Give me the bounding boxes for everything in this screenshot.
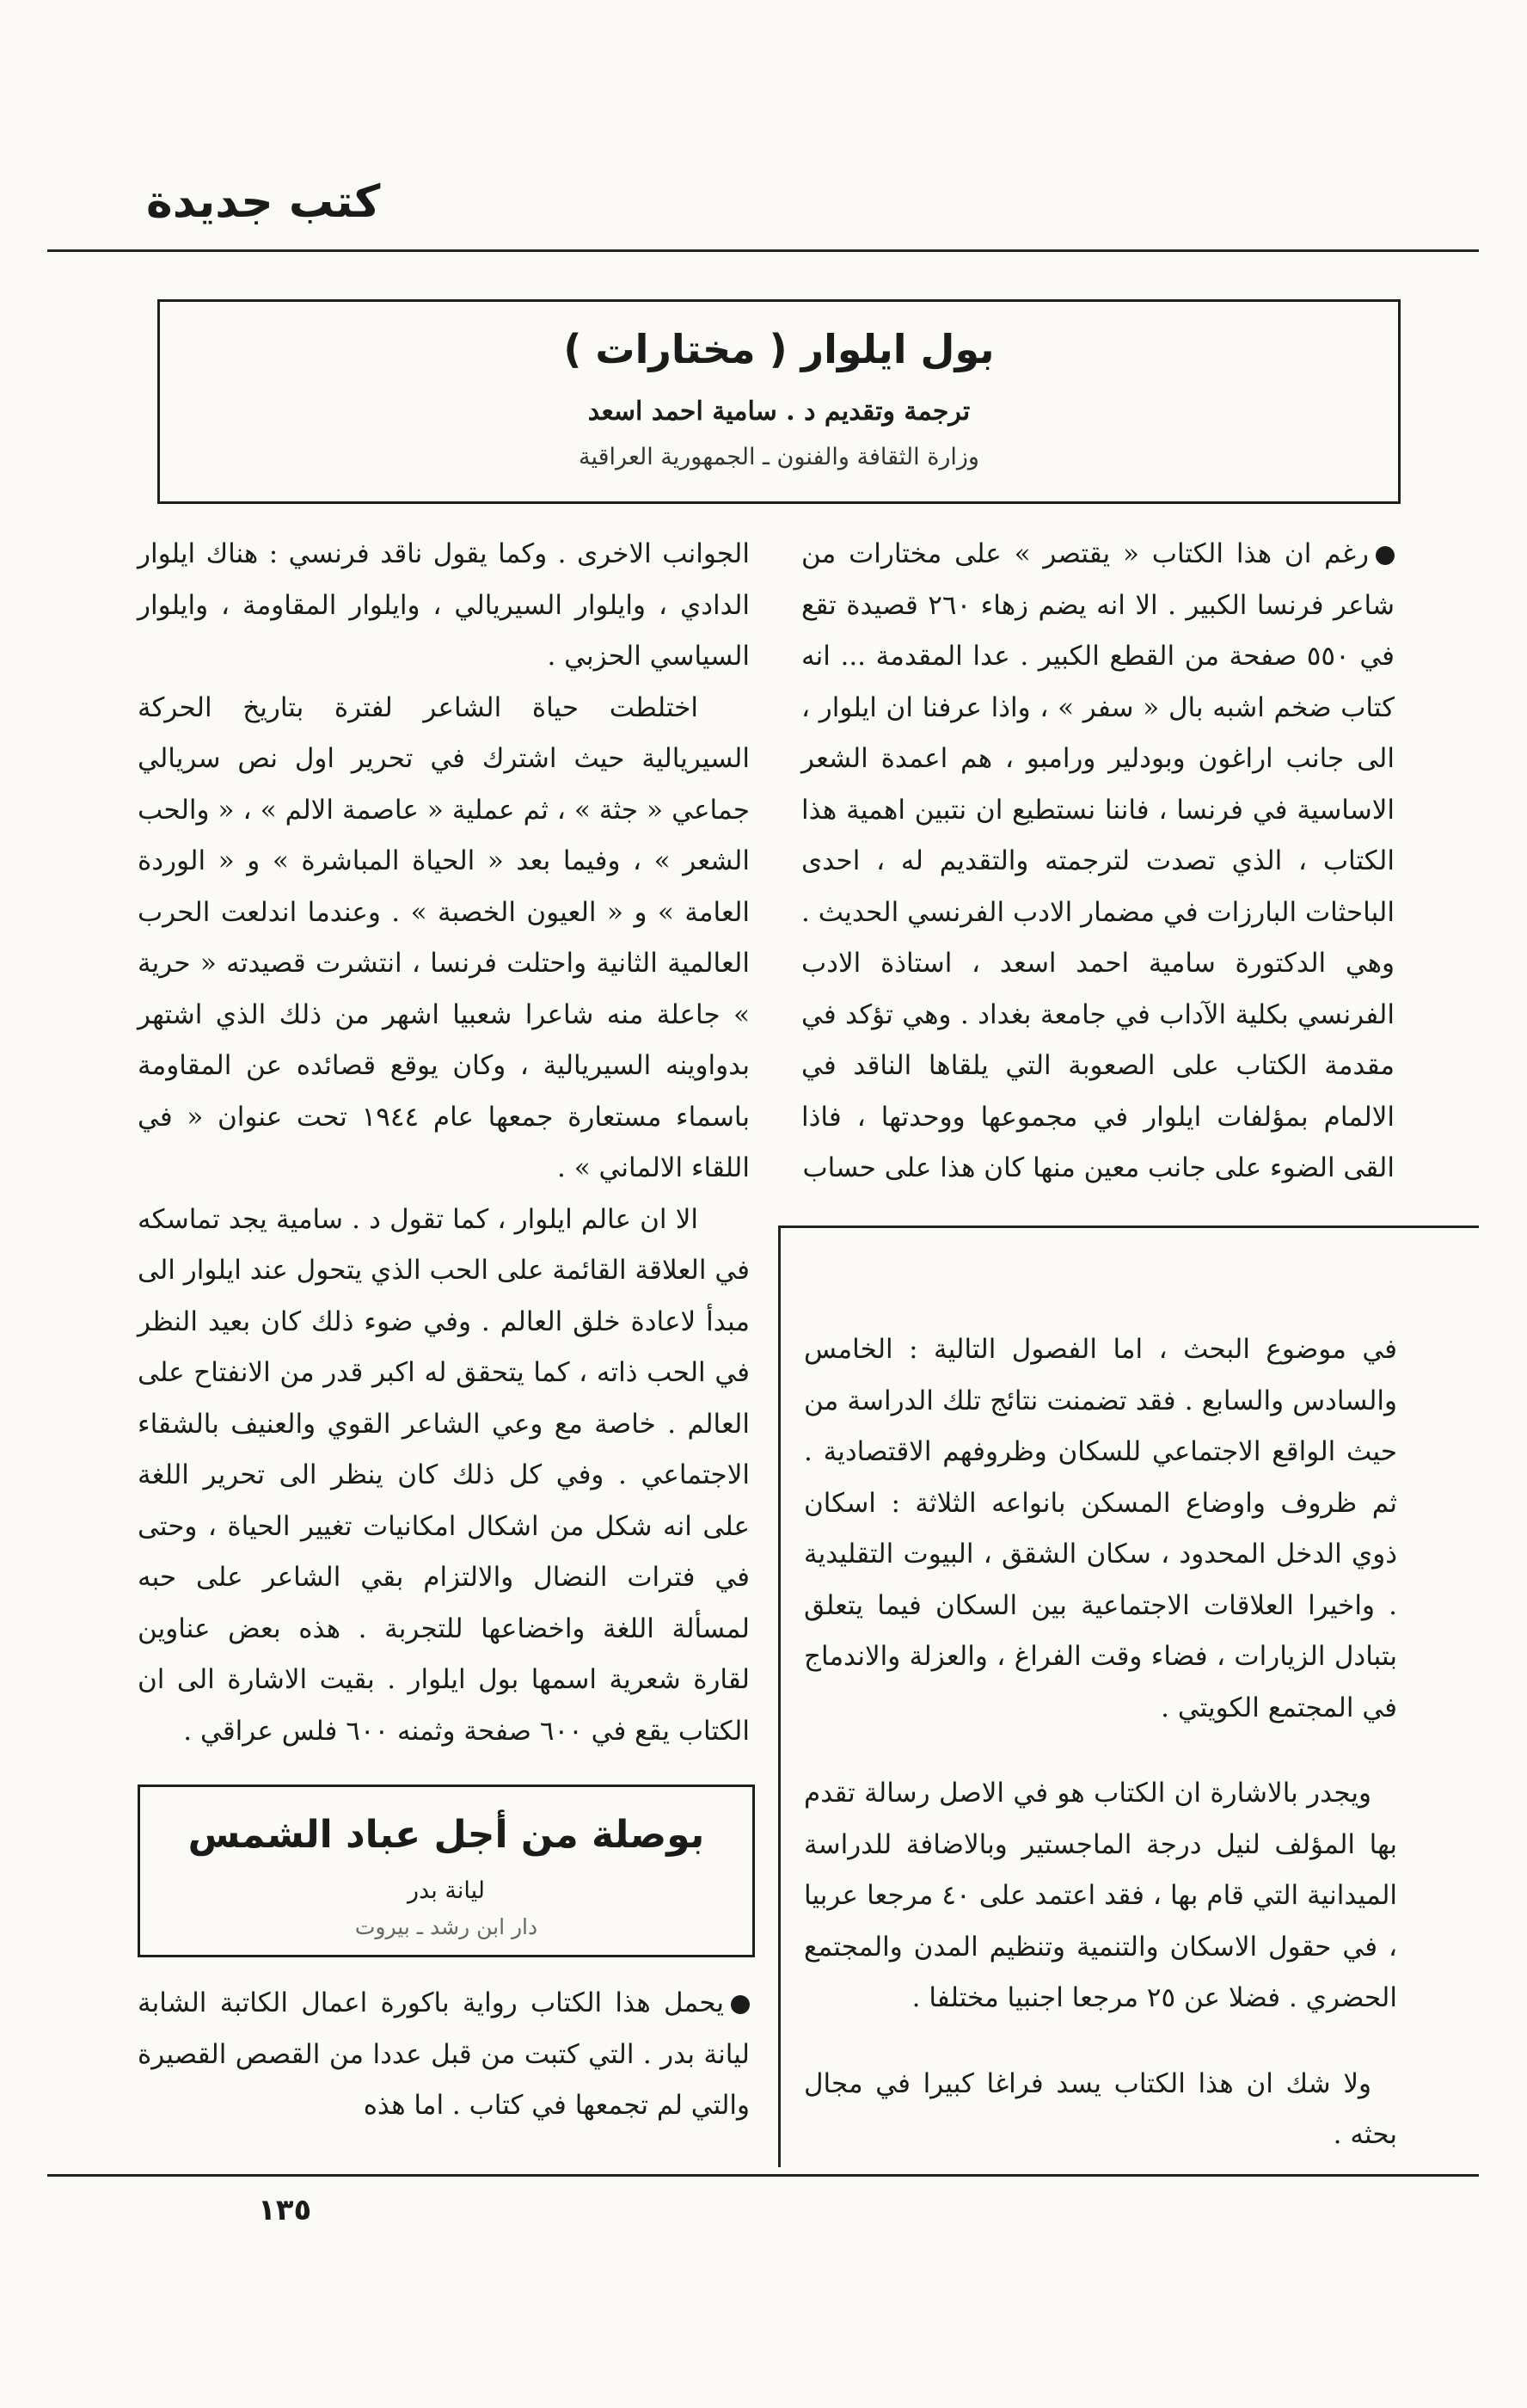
book2-title-box (138, 1784, 755, 1957)
book2-title: بوصلة من أجل عباد الشمس (187, 1813, 705, 1857)
book1-title: بول ايلوار ( مختارات ) (563, 326, 995, 372)
book1-left-paragraph: الا ان عالم ايلوار ، كما تقول د . سامية يجد تماسكه في العلاقة القائمة على الحب الذي يتحول عند ايلوار الى مبدأ لاعادة خلق العالم . وفي ضوء ذلك كان بعيد النظر في الحب ذاته ، كما يتحقق له اكبر قدر من الانفتاح على العالم . خاصة مع وعي الشاعر القوي والعنيف بالشقاء الاجتماعي . وفي كل ذلك كان ينظر الى تحرير اللغة على انه شكل من اشكال امكانيات تغيير الحياة ، وحتى في فترات النضال والالتزام بقي الشاعر على حبه لمسألة اللغة واخضاعها للتجربة . هذه بعض عناوين لقارة شعرية اسمها بول ايلوار . بقيت الاشارة الى ان الكتاب يقع في ٦٠٠ صفحة وثمنه ٦٠٠ فلس عراقي . (137, 1203, 750, 1747)
book3-paragraph: ويجدر بالاشارة ان الكتاب هو في الاصل رسالة تقدم بها المؤلف لنيل درجة الماجستير وبالاضافة للدراسة الميدانية التي قام بها ، فقد اعتمد على ٤٠ مرجعا عربيا ، في حقول الاسكان والتنمية وتنظيم المدن والمجتمع الحضري . فضلا عن ٢٥ مرجعا اجنبيا مختلفا . (804, 1778, 1398, 2013)
book3-paragraph: في موضوع البحث ، اما الفصول التالية : الخامس والسادس والسابع . فقد تضمنت نتائج تلك الدراسة من حيث الواقع الاجتماعي للسكان وظروفهم الاقتصادية . ثم ظروف واوضاع المسكن بانواعه الثلاثة : اسكان ذوي الدخل المحدود ، سكان الشقق ، البيوت التقليدية . واخيرا العلاقات الاجتماعية بين السكان فيما يتعلق بتبادل الزيارات ، فضاء وقت الفراغ ، والعزلة والاندماج في المجتمع الكويتي . (804, 1334, 1397, 1723)
book2-publisher: دار ابن رشد ـ بيروت (354, 1914, 538, 1939)
book2-paragraph: يحمل هذا الكتاب رواية باكورة اعمال الكاتبة الشابة ليانة بدر . التي كتبت من قبل عددا من القصص القصيرة والتي لم تجمعها في كتاب . اما هذه (138, 1987, 750, 2121)
book1-left-paragraph: اختلطت حياة الشاعر لفترة بتاريخ الحركة السيريالية حيث اشترك في تحرير اول نص سريالي جماعي « جثة » ، ثم عملية « عاصمة الالم » ، « والحب الشعر » ، وفيما بعد « الحياة المباشرة » و « الوردة العامة » و « العيون الخصبة » . وعندما اندلعت الحرب العالمية الثانية واحتلت فرنسا ، انتشرت قصيدته « حرية » جاعلة منه شاعرا شعبيا اشهر من ذلك الذي اشتهر بدواوينه السيريالية ، وكان يوقع قصائده عن المقاومة باسماء مستعارة جمعها عام ١٩٤٤ تحت عنوان « في اللقاء الالماني » . (138, 691, 750, 1183)
bullet-icon (731, 1995, 750, 2014)
book3-column (804, 1324, 1397, 2161)
book2-column (138, 1978, 750, 2132)
column-left-rule (778, 1226, 781, 2167)
book2-author: ليانة بدر (408, 1877, 485, 1904)
book1-right-paragraph: رغم ان هذا الكتاب « يقتصر » على مختارات من شاعر فرنسا الكبير . الا انه يضم زهاء ٢٦٠ قصيدة تقع في ٥٥٠ صفحة من القطع الكبير . عدا المقدمة ... انه كتاب ضخم اشبه بال « سفر » ، واذا عرفنا ان ايلوار ، الى جانب اراغون وبودلير ورامبو ، هم اعمدة الشعر الاساسية في فرنسا ، فاننا نستطيع ان نتبين اهمية هذا الكتاب ، الذي تصدت لترجمته والتقديم له ، احدى الباحثات البارزات في مضمار الادب الفرنسي الحديث . وهي الدكتورة سامية احمد اسعد ، استاذة الادب الفرنسي بكلية الآداب في جامعة بغداد . وهي تؤكد في مقدمة الكتاب على الصعوبة التي يلقاها الناقد في الالمام بمؤلفات ايلوار في مجموعها ووحدتها ، فاذا القى الضوء على جانب معين منها كان هذا على حساب (801, 538, 1395, 1183)
header-rule (47, 249, 1479, 252)
footer-rule (47, 2174, 1479, 2177)
book3-paragraph: ولا شك ان هذا الكتاب يسد فراغا كبيرا في مجال بحثه . (804, 2067, 1397, 2150)
bullet-icon (1376, 546, 1395, 565)
book1-title-box (157, 299, 1401, 504)
book1-right-column (801, 529, 1395, 1195)
book1-left-column (138, 529, 750, 1757)
book1-left-paragraph: الجوانب الاخرى . وكما يقول ناقد فرنسي : هناك ايلوار الدادي ، وايلوار السيريالي ، وايلوار المقاومة ، وايلوار السياسي الحزبي . (138, 538, 750, 672)
book1-translator: ترجمة وتقديم د . سامية احمد اسعد (587, 396, 971, 427)
page-number: ١٣٥ (258, 2193, 312, 2227)
book1-publisher: وزارة الثقافة والفنون ـ الجمهورية العراقية (579, 444, 979, 470)
section-title: كتب جديدة (146, 176, 381, 228)
column-top-rule (778, 1226, 1479, 1228)
